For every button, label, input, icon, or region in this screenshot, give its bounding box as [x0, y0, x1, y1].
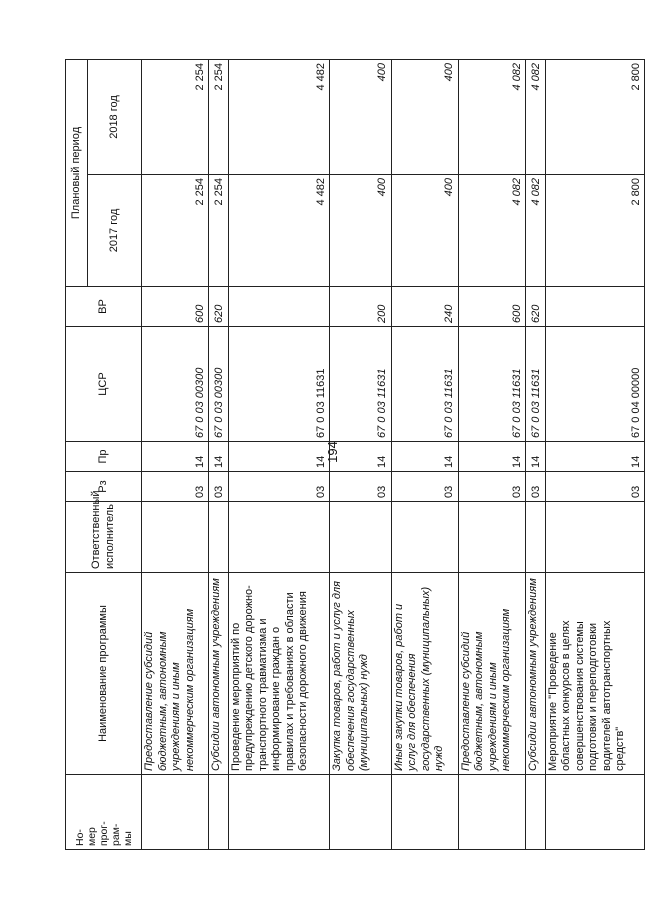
- row-2018: 2 254: [209, 60, 228, 175]
- row-program-name: Субсидии автономным учреждениям: [209, 573, 228, 775]
- row-2018: 4 482: [228, 60, 330, 175]
- row-executor: [209, 502, 228, 573]
- row-2018: 4 082: [526, 60, 545, 175]
- table-row: [545, 60, 644, 850]
- row-program-name: Иные закупки товаров, работ и услуг для обеспечения государственных (муниципальных) нужд: [391, 573, 458, 775]
- row-program-number: [142, 775, 209, 850]
- row-program-number: [209, 775, 228, 850]
- budget-table-container: [65, 60, 645, 850]
- row-program-name: Проведение мероприятий по предупреждению детского дорожно-транспортного травматизма и информирование граждан о правилах и требованиях в области безопасности дорожного движения: [228, 573, 330, 775]
- row-program-number: [330, 775, 391, 850]
- row-executor: [458, 502, 525, 573]
- row-rz: 03: [209, 472, 228, 502]
- header-rz: Рз: [66, 472, 142, 502]
- table-row: [228, 60, 330, 850]
- header-program-number: Но- мер прог- рам- мы: [66, 775, 142, 850]
- row-csr: 67 0 03 00300: [209, 327, 228, 442]
- row-vr: [545, 287, 644, 327]
- table-row: [142, 60, 209, 850]
- row-2018: 400: [330, 60, 391, 175]
- table-row: [209, 60, 228, 850]
- row-rz: 03: [526, 472, 545, 502]
- row-2017: 400: [330, 175, 391, 287]
- row-rz: 03: [142, 472, 209, 502]
- row-program-name: Предоставление субсидий бюджетным, автономным учреждениям и иным некоммерческим организациям: [142, 573, 209, 775]
- row-2018: 400: [391, 60, 458, 175]
- row-executor: [330, 502, 391, 573]
- row-pr: 14: [209, 442, 228, 472]
- row-executor: [228, 502, 330, 573]
- row-pr: 14: [142, 442, 209, 472]
- row-csr: 67 0 03 11631: [526, 327, 545, 442]
- row-executor: [526, 502, 545, 573]
- row-pr: 14: [526, 442, 545, 472]
- header-responsible-executor: Ответственный исполнитель: [66, 502, 142, 573]
- header-2017: 2017 год: [88, 175, 142, 287]
- row-vr: 600: [458, 287, 525, 327]
- row-program-number: [545, 775, 644, 850]
- row-2017: 2 800: [545, 175, 644, 287]
- row-executor: [545, 502, 644, 573]
- row-csr: 67 0 03 11631: [458, 327, 525, 442]
- page-number: 194: [325, 441, 340, 463]
- row-executor: [391, 502, 458, 573]
- row-program-name: Закупка товаров, работ и услуг для обеспечения государственных (муниципальных) нужд: [330, 573, 391, 775]
- header-vr: ВР: [66, 287, 142, 327]
- row-vr: 600: [142, 287, 209, 327]
- header-planning-period: Плановый период: [66, 60, 88, 287]
- row-program-number: [391, 775, 458, 850]
- row-csr: 67 0 03 11631: [228, 327, 330, 442]
- row-vr: [228, 287, 330, 327]
- row-rz: 03: [458, 472, 525, 502]
- row-rz: 03: [391, 472, 458, 502]
- row-2018: 2 254: [142, 60, 209, 175]
- table-row: [330, 60, 391, 850]
- row-csr: 67 0 03 11631: [330, 327, 391, 442]
- row-2017: 2 254: [142, 175, 209, 287]
- row-vr: 620: [526, 287, 545, 327]
- row-program-number: [526, 775, 545, 850]
- row-2018: 4 082: [458, 60, 525, 175]
- header-2018: 2018 год: [88, 60, 142, 175]
- row-2017: 4 082: [526, 175, 545, 287]
- row-vr: 620: [209, 287, 228, 327]
- table-row: [526, 60, 545, 850]
- row-executor: [142, 502, 209, 573]
- row-vr: 200: [330, 287, 391, 327]
- row-rz: 03: [330, 472, 391, 502]
- row-csr: 67 0 04 00000: [545, 327, 644, 442]
- table-row: [458, 60, 525, 850]
- row-rz: 03: [545, 472, 644, 502]
- row-pr: 14: [228, 442, 330, 472]
- row-pr: 14: [391, 442, 458, 472]
- row-2017: 400: [391, 175, 458, 287]
- row-program-number: [458, 775, 525, 850]
- header-csr: ЦСР: [66, 327, 142, 442]
- row-program-name: Предоставление субсидий бюджетным, автономным учреждениям и иным некоммерческим организациям: [458, 573, 525, 775]
- table-body: [142, 60, 645, 850]
- row-csr: 67 0 03 11631: [391, 327, 458, 442]
- budget-table: [65, 59, 645, 850]
- header-program-name: Наименование программы: [66, 573, 142, 775]
- row-pr: 14: [458, 442, 525, 472]
- row-rz: 03: [228, 472, 330, 502]
- row-2017: 4 482: [228, 175, 330, 287]
- row-pr: 14: [330, 442, 391, 472]
- row-vr: 240: [391, 287, 458, 327]
- row-2017: 2 254: [209, 175, 228, 287]
- row-program-name: Субсидии автономным учреждениям: [526, 573, 545, 775]
- row-program-number: [228, 775, 330, 850]
- row-program-name: Мероприятие "Проведение областных конкурсов в целях совершенствования системы подготовки и переподготовки водителей автотранспортных средств": [545, 573, 644, 775]
- row-2018: 2 800: [545, 60, 644, 175]
- row-csr: 67 0 03 00300: [142, 327, 209, 442]
- table-row: [391, 60, 458, 850]
- row-pr: 14: [545, 442, 644, 472]
- header-pr: Пр: [66, 442, 142, 472]
- row-2017: 4 082: [458, 175, 525, 287]
